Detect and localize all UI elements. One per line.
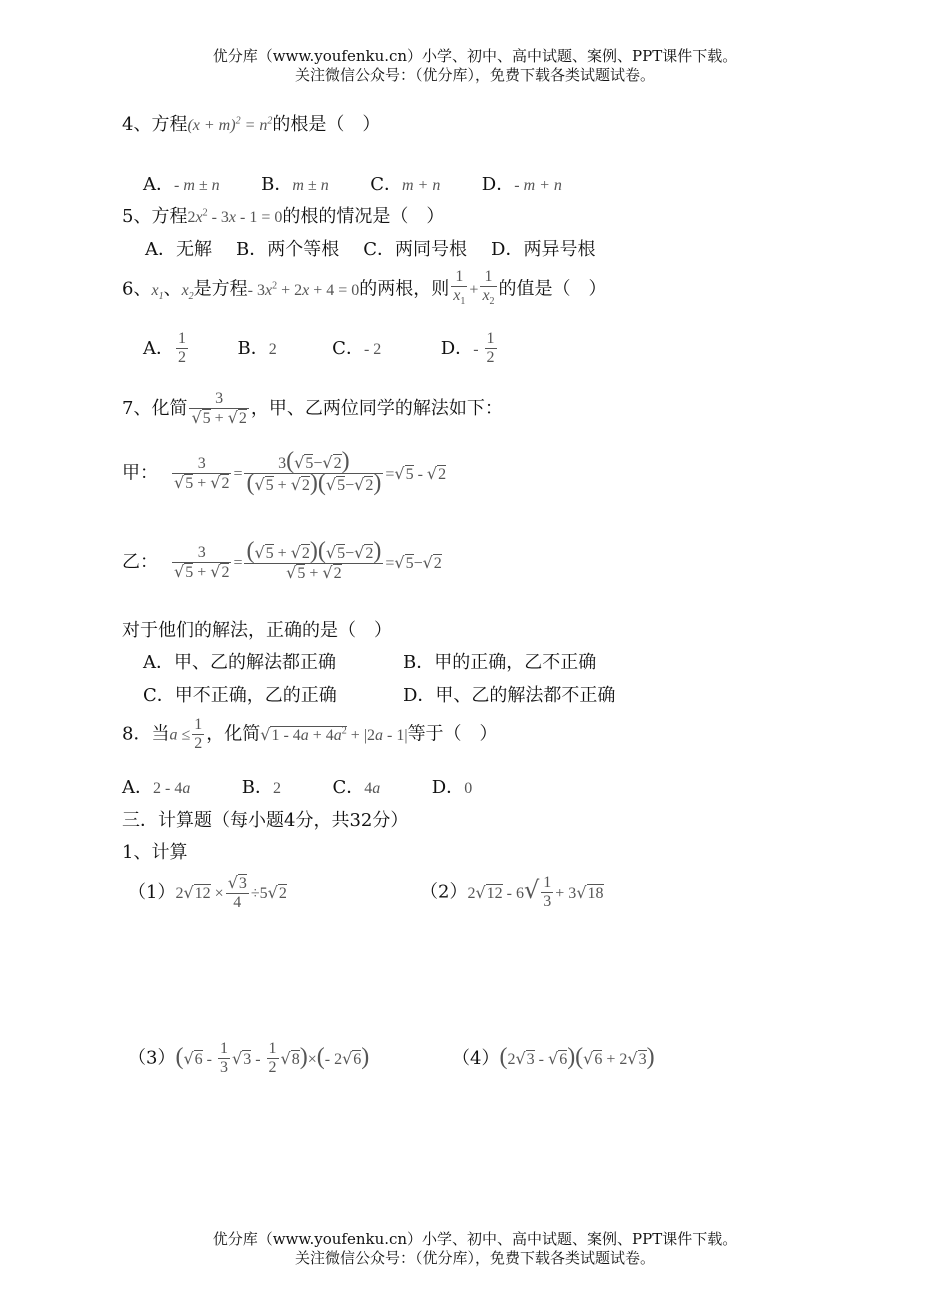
section3-subtitle: 1、计算: [122, 842, 188, 863]
q6-separator: 、: [163, 278, 182, 300]
footer-line1: 优分库（www.youfenku.cn）小学、初中、高中试题、案例、PPT课件下载。: [212, 1230, 738, 1248]
q6-frac2: $\frac{1}{x_2}$: [480, 268, 496, 311]
problem-4: （4）(2√3 - √6)(√6 + 2√3): [452, 1044, 655, 1070]
q8-option-c: C．4a: [332, 777, 381, 798]
q6-frac1: $\frac{1}{x_1}$: [451, 268, 467, 311]
q7-option-d: D．甲、乙的解法都不正确: [403, 685, 616, 706]
q8-options: [122, 773, 472, 799]
section3-title: 三．计算题（每小题4分，共32分）: [122, 810, 409, 831]
problem-1: （1）2√12 × $\frac{√3}{4}$ ÷5√2: [128, 873, 287, 911]
q5-option-b: B．两个等根: [236, 239, 340, 260]
q5-equation: $2x^2 - 3x - 1 = 0$: [187, 207, 283, 226]
q8-suffix: 等于（ ）: [407, 723, 498, 745]
header-line2: 关注微信公众号：（优分库），免费下载各类试题试卷。: [294, 66, 655, 84]
q7-option-c: C．甲不正确，乙的正确: [143, 685, 337, 706]
q6-option-d: D．- $\frac{1}{2}$: [440, 330, 495, 366]
q5-options: [145, 235, 595, 261]
q6-text1: 是方程: [193, 278, 248, 300]
q8-option-a: A．2 - 4a: [122, 777, 191, 798]
q4-suffix: 的根是（ ）: [272, 114, 381, 135]
q5-prefix: 5、方程: [122, 206, 188, 227]
q6-prefix: 6、: [122, 278, 152, 300]
q6-option-b: B．2: [237, 337, 277, 359]
problem-3: （3）(√6 - $\frac{1}{3}$ √3 - $\frac{1}{2}$ √8)×(- 2√6): [128, 1040, 370, 1076]
problem-3-label: （3）: [128, 1047, 176, 1069]
q4-prefix: 4、方程: [122, 114, 188, 135]
q5-option-c: C．两同号根: [363, 239, 468, 260]
q4-option-c: C．m + n: [370, 174, 441, 195]
q7-suffix: ，甲、乙两位同学的解法如下：: [250, 398, 503, 419]
question-7: [122, 390, 503, 428]
q8-prefix: 8．当: [122, 723, 170, 745]
q8-option-d: D．0: [431, 777, 473, 798]
question-6: 6、$x_1$、$x_2$是方程- $3x^2 + 2x + 4 = 0$的两根，则 $\frac{1}{x_1}$ + $\frac{1}{x_2}$ 的值是（ ）: [122, 268, 607, 311]
q4-option-b: B．m ± n: [261, 174, 329, 195]
q6-equation: - $3x^2 + 2x + 4 = 0$: [247, 280, 360, 299]
problem-4-label: （4）: [452, 1048, 500, 1069]
q7-option-b: B．甲的正确，乙不正确: [403, 652, 597, 673]
q7-prefix: 7、化简: [122, 398, 188, 419]
q5-option-a: A．无解: [145, 239, 212, 260]
q4-option-a: A．- m ± n: [143, 174, 220, 195]
q4-option-d: D．- m + n: [481, 174, 562, 195]
q7-solution-yi: 乙： $\frac{3}{√5 + √2}$ = $\frac{(√5 + √2)(√5-√2)}{√5 + √2}$ =√5−√2: [122, 538, 442, 582]
question-8: 8．当a ≤ $\frac{1}{2}$ ，化简$√1 - 4a + 4a^2 + |2a - 1|$等于（ ）: [122, 716, 498, 752]
q6-options: [143, 330, 499, 367]
problem-2: （2）2√12 - 6√ $\frac{1}{3}$ + 3√18: [420, 874, 604, 910]
question-5: [122, 202, 444, 228]
q5-suffix: 的根的情况是（ ）: [282, 206, 445, 227]
problem-2-label: （2）: [420, 881, 468, 903]
question-4: [122, 110, 380, 136]
footer-line2: 关注微信公众号：（优分库），免费下载各类试题试卷。: [294, 1249, 655, 1267]
q7-jia-label: 甲：: [122, 462, 158, 484]
q8-mid: ，化简: [206, 723, 261, 745]
q4-equation: $(x + m)^2 = n^2$: [187, 115, 273, 134]
q5-option-d: D．两异号根: [491, 239, 596, 260]
q4-options: [143, 170, 562, 196]
q6-suffix: 的值是（ ）: [498, 278, 607, 300]
q6-option-a: A． $\frac{1}{2}$: [143, 330, 186, 366]
header-line1: 优分库（www.youfenku.cn）小学、初中、高中试题、案例、PPT课件下载。: [212, 47, 738, 65]
q7-solution-jia: 甲： $\frac{3}{√5 + √2}$ = $\frac{3(√5-√2)}{(√5 + √2)(√5-√2)}$ =√5 - √2: [122, 448, 447, 496]
q8-option-b: B．2: [241, 777, 282, 798]
problem-1-label: （1）: [128, 882, 176, 903]
q8-expression: $√1 - 4a + 4a^2 + |2a - 1|$: [260, 724, 408, 744]
q6-text2: 的两根，则: [359, 278, 450, 300]
q6-option-c: C．- 2: [332, 337, 382, 359]
q7-question: 对于他们的解法，正确的是（ ）: [122, 620, 392, 641]
q7-option-a: A．甲、乙的解法都正确: [143, 652, 336, 673]
q7-yi-label: 乙：: [122, 551, 158, 573]
q7-expression: $\frac{3}{√5 + √2}$: [191, 390, 247, 427]
